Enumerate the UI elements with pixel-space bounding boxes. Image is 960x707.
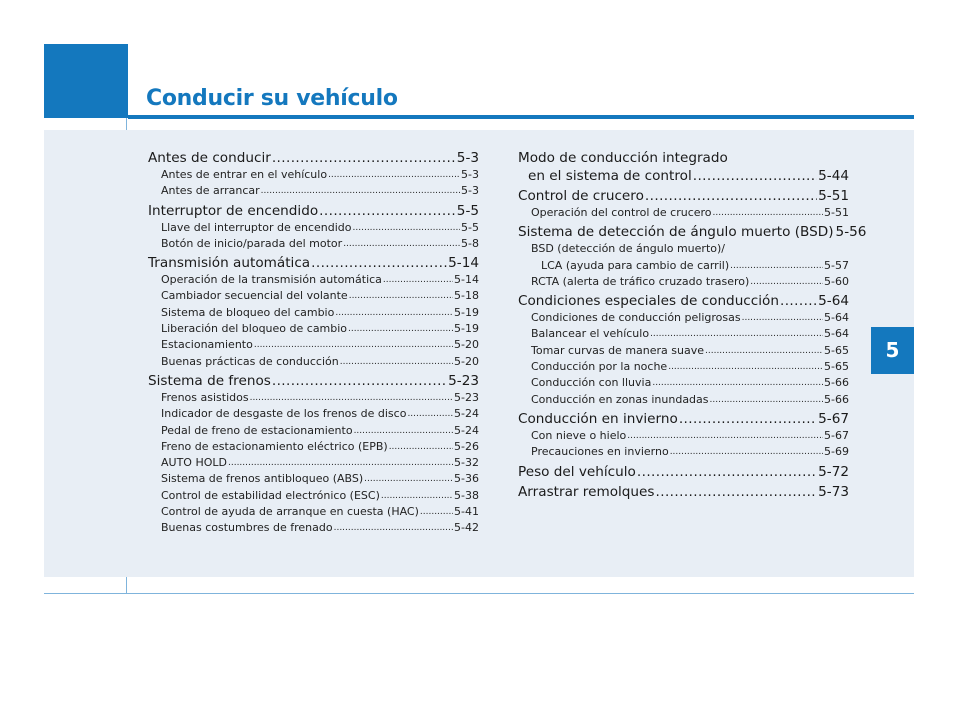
toc-entry-page: 5-14 bbox=[454, 273, 479, 287]
toc-entry[interactable] bbox=[148, 202, 479, 220]
toc-entry[interactable] bbox=[148, 337, 479, 353]
toc-entry-title: Con nieve o hielo bbox=[531, 428, 627, 442]
toc-entry-title: Pedal de freno de estacionamiento bbox=[161, 423, 353, 437]
toc-entry[interactable] bbox=[148, 423, 479, 439]
dot-leader bbox=[670, 444, 823, 460]
toc-entry[interactable] bbox=[518, 463, 849, 481]
toc-entry[interactable] bbox=[148, 167, 479, 183]
toc-entry[interactable] bbox=[148, 220, 479, 236]
toc-entry-title: Arrastrar remolques bbox=[518, 483, 655, 500]
toc-entry-line2[interactable] bbox=[518, 167, 849, 185]
toc-entry-page: 5-32 bbox=[454, 456, 479, 470]
dot-leader bbox=[364, 471, 453, 487]
toc-entry-page: 5-5 bbox=[456, 202, 479, 219]
toc-entry-page: 5-64 bbox=[824, 327, 849, 341]
toc-entry-title: Sistema de frenos antibloqueo (ABS) bbox=[161, 472, 364, 486]
toc-entry-title: Buenas prácticas de conducción bbox=[161, 354, 339, 368]
toc-entry-page: 5-20 bbox=[454, 338, 479, 352]
toc-entry-page: 5-23 bbox=[454, 390, 479, 404]
toc-entry-title: Freno de estacionamiento eléctrico (EPB) bbox=[161, 439, 388, 453]
toc-entry[interactable] bbox=[148, 321, 479, 337]
dot-leader bbox=[254, 337, 453, 353]
toc-entry-page: 5-20 bbox=[454, 354, 479, 368]
toc-entry-page: 5-66 bbox=[824, 376, 849, 390]
toc-entry-title: Conducción con lluvia bbox=[531, 376, 652, 390]
toc-entry-page: 5-5 bbox=[461, 220, 479, 234]
toc-entry-title: Cambiador secuencial del volante bbox=[161, 289, 348, 303]
toc-entry-title: Sistema de frenos bbox=[148, 372, 271, 389]
toc-entry[interactable] bbox=[518, 483, 849, 501]
toc-entry-page: 5-19 bbox=[454, 305, 479, 319]
toc-entry[interactable] bbox=[148, 183, 479, 199]
toc-entry-page: 5-23 bbox=[448, 372, 479, 389]
toc-entry[interactable] bbox=[148, 236, 479, 252]
toc-entry[interactable] bbox=[518, 359, 849, 375]
toc-entry[interactable] bbox=[148, 390, 479, 406]
toc-entry-title: Balancear el vehículo bbox=[531, 327, 650, 341]
toc-entry-title: AUTO HOLD bbox=[161, 456, 227, 470]
dot-leader bbox=[650, 326, 823, 342]
toc-entry[interactable] bbox=[148, 488, 479, 504]
toc-entry-title: Antes de entrar en el vehículo bbox=[161, 168, 328, 181]
dot-leader bbox=[750, 274, 823, 290]
toc-entry[interactable] bbox=[518, 444, 849, 460]
toc-entry-title: Operación del control de crucero bbox=[531, 206, 712, 219]
toc-entry[interactable] bbox=[518, 205, 849, 221]
dot-leader bbox=[353, 220, 461, 236]
toc-entry[interactable] bbox=[518, 149, 849, 185]
toc-entry-title-line1: Modo de conducción integrado bbox=[518, 150, 728, 166]
toc-entry-title: Peso del vehículo bbox=[518, 463, 636, 480]
toc-entry-page: 5-60 bbox=[824, 274, 849, 288]
toc-entry-page: 5-51 bbox=[818, 188, 849, 204]
toc-entry-page: 5-14 bbox=[448, 255, 479, 272]
dot-leader bbox=[319, 202, 456, 220]
toc-entry[interactable] bbox=[148, 254, 479, 272]
toc-entry-title: Condiciones de conducción peligrosas bbox=[531, 311, 741, 325]
toc-entry-page: 5-3 bbox=[461, 184, 479, 198]
dot-leader bbox=[420, 504, 453, 520]
toc-entry[interactable] bbox=[518, 428, 849, 444]
dot-leader bbox=[713, 205, 824, 221]
toc-entry[interactable] bbox=[148, 354, 479, 370]
toc-entry[interactable] bbox=[518, 326, 849, 342]
dot-leader bbox=[335, 305, 453, 321]
page-title: Conducir su vehículo bbox=[146, 86, 398, 111]
toc-entry[interactable] bbox=[518, 241, 849, 274]
toc-entry-title: Control de crucero bbox=[518, 188, 644, 204]
toc-entry-title: Interruptor de encendido bbox=[148, 202, 319, 219]
dot-leader bbox=[705, 343, 823, 359]
dot-leader bbox=[656, 483, 818, 501]
chapter-tab[interactable]: 5 bbox=[871, 327, 914, 374]
toc-entry-page: 5-18 bbox=[454, 289, 479, 303]
toc-entry-page: 5-41 bbox=[454, 505, 479, 519]
toc-entry-title: Tomar curvas de manera suave bbox=[531, 343, 704, 357]
dot-leader bbox=[645, 187, 817, 205]
dot-leader bbox=[389, 439, 453, 455]
toc-entry-title: Buenas costumbres de frenado bbox=[161, 521, 333, 535]
toc-entry-title: Liberación del bloqueo de cambio bbox=[161, 322, 348, 336]
dot-leader bbox=[228, 455, 453, 471]
toc-entry-page: 5-24 bbox=[454, 407, 479, 421]
toc-entry-page: 5-73 bbox=[818, 483, 849, 500]
dot-leader bbox=[328, 167, 460, 183]
dot-leader bbox=[637, 463, 817, 481]
toc-entry[interactable] bbox=[148, 471, 479, 487]
dot-leader bbox=[272, 149, 456, 167]
dot-leader bbox=[383, 272, 453, 288]
dot-leader bbox=[261, 183, 460, 199]
dot-leader bbox=[381, 488, 453, 504]
dot-leader bbox=[354, 423, 453, 439]
toc-entry-title: Operación de la transmisión automática bbox=[161, 273, 382, 287]
toc-entry[interactable] bbox=[518, 274, 849, 290]
dot-leader bbox=[334, 520, 453, 536]
toc-entry[interactable] bbox=[518, 292, 849, 310]
toc-entry[interactable] bbox=[148, 372, 479, 390]
toc-entry-title: Frenos asistidos bbox=[161, 390, 249, 404]
toc-entry-title: Estacionamiento bbox=[161, 338, 253, 352]
bottom-rule bbox=[44, 593, 914, 594]
toc-entry-title: Control de ayuda de arranque en cuesta (HAC) bbox=[161, 505, 419, 519]
toc-entry-page: 5-72 bbox=[818, 463, 849, 480]
toc-left-column bbox=[148, 147, 479, 537]
toc-entry-page: 5-65 bbox=[824, 360, 849, 374]
toc-entry-title: Conducción en invierno bbox=[518, 410, 678, 427]
toc-entry[interactable] bbox=[518, 223, 867, 241]
toc-entry-page: 5-36 bbox=[454, 472, 479, 486]
toc-entry-page: 5-64 bbox=[818, 293, 849, 310]
toc-entry-title: Indicador de desgaste de los frenos de disco bbox=[161, 407, 407, 421]
dot-leader bbox=[742, 310, 823, 326]
toc-entry[interactable] bbox=[518, 310, 849, 326]
dot-leader bbox=[272, 372, 447, 390]
toc-entry-page: 5-3 bbox=[461, 168, 479, 181]
toc-entry-page: 5-19 bbox=[454, 322, 479, 336]
toc-entry-page: 5-64 bbox=[824, 311, 849, 325]
title-underline bbox=[128, 115, 914, 119]
toc-entry-title: Conducción por la noche bbox=[531, 360, 668, 374]
toc-entry-page: 5-8 bbox=[461, 236, 479, 250]
toc-entry-title: Condiciones especiales de conducción bbox=[518, 293, 779, 310]
toc-entry-title: RCTA (alerta de tráfico cruzado trasero) bbox=[531, 274, 750, 288]
toc-entry[interactable] bbox=[148, 504, 479, 520]
toc-entry[interactable] bbox=[148, 520, 479, 536]
dot-leader bbox=[348, 321, 453, 337]
dot-leader bbox=[679, 410, 817, 428]
dot-leader bbox=[627, 428, 823, 444]
toc-entry-title-line1: BSD (detección de ángulo muerto)/ bbox=[531, 242, 725, 256]
toc-entry-page: 5-51 bbox=[824, 206, 849, 219]
toc-entry-title: Botón de inicio/parada del motor bbox=[161, 236, 343, 250]
dot-leader bbox=[340, 354, 453, 370]
dot-leader bbox=[349, 288, 453, 304]
toc-entry-page: 5-24 bbox=[454, 423, 479, 437]
toc-entry-title: en el sistema de control bbox=[528, 168, 692, 184]
dot-leader bbox=[407, 406, 453, 422]
toc-entry-page: 5-66 bbox=[824, 392, 849, 406]
toc-entry-title: Antes de conducir bbox=[148, 150, 271, 166]
corner-block bbox=[44, 44, 128, 118]
toc-entry-title: Control de estabilidad electrónico (ESC) bbox=[161, 488, 380, 502]
toc-entry-page: 5-42 bbox=[454, 521, 479, 535]
toc-entry[interactable] bbox=[148, 288, 479, 304]
toc-entry-page: 5-57 bbox=[824, 258, 849, 272]
toc-entry[interactable] bbox=[518, 187, 849, 205]
toc-entry-page: 5-26 bbox=[454, 439, 479, 453]
toc-entry[interactable] bbox=[148, 406, 479, 422]
dot-leader bbox=[343, 236, 460, 252]
toc-entry-page: 5-67 bbox=[818, 410, 849, 427]
toc-entry-title: LCA (ayuda para cambio de carril) bbox=[541, 258, 730, 272]
toc-entry-page: 5-44 bbox=[818, 168, 849, 184]
toc-entry-title: Sistema de detección de ángulo muerto (BSD) bbox=[518, 224, 834, 241]
dot-leader bbox=[652, 375, 823, 391]
dot-leader bbox=[311, 254, 447, 272]
toc-entry[interactable] bbox=[518, 410, 849, 428]
toc-entry[interactable] bbox=[148, 439, 479, 455]
toc-entry-page: 5-65 bbox=[824, 343, 849, 357]
toc-entry-page: 5-69 bbox=[824, 445, 849, 459]
toc-entry[interactable] bbox=[518, 375, 849, 391]
toc-entry-title: Precauciones en invierno bbox=[531, 445, 669, 459]
toc-entry-title: Transmisión automática bbox=[148, 255, 311, 272]
dot-leader bbox=[710, 392, 824, 408]
toc-entry-title: Llave del interruptor de encendido bbox=[161, 220, 352, 234]
dot-leader bbox=[250, 390, 453, 406]
toc-entry-page: 5-67 bbox=[824, 428, 849, 442]
toc-entry[interactable] bbox=[148, 272, 479, 288]
toc-right-column bbox=[518, 147, 867, 501]
toc-entry-line2[interactable] bbox=[518, 258, 849, 274]
toc-entry[interactable] bbox=[518, 392, 849, 408]
toc-entry[interactable] bbox=[148, 305, 479, 321]
toc-entry-title: Sistema de bloqueo del cambio bbox=[161, 305, 335, 319]
toc-entry-page: 5-38 bbox=[454, 488, 479, 502]
toc-entry-page: 5-56 bbox=[835, 224, 867, 241]
toc-entry[interactable] bbox=[148, 455, 479, 471]
dot-leader bbox=[693, 167, 817, 185]
toc-entry[interactable] bbox=[148, 149, 479, 167]
toc-entry-title: Conducción en zonas inundadas bbox=[531, 392, 709, 406]
toc-entry-title: Antes de arrancar bbox=[161, 184, 260, 198]
toc-entry[interactable] bbox=[518, 343, 849, 359]
dot-leader bbox=[730, 258, 823, 274]
dot-leader bbox=[780, 292, 817, 310]
dot-leader bbox=[668, 359, 823, 375]
toc-entry-page: 5-3 bbox=[456, 150, 479, 166]
